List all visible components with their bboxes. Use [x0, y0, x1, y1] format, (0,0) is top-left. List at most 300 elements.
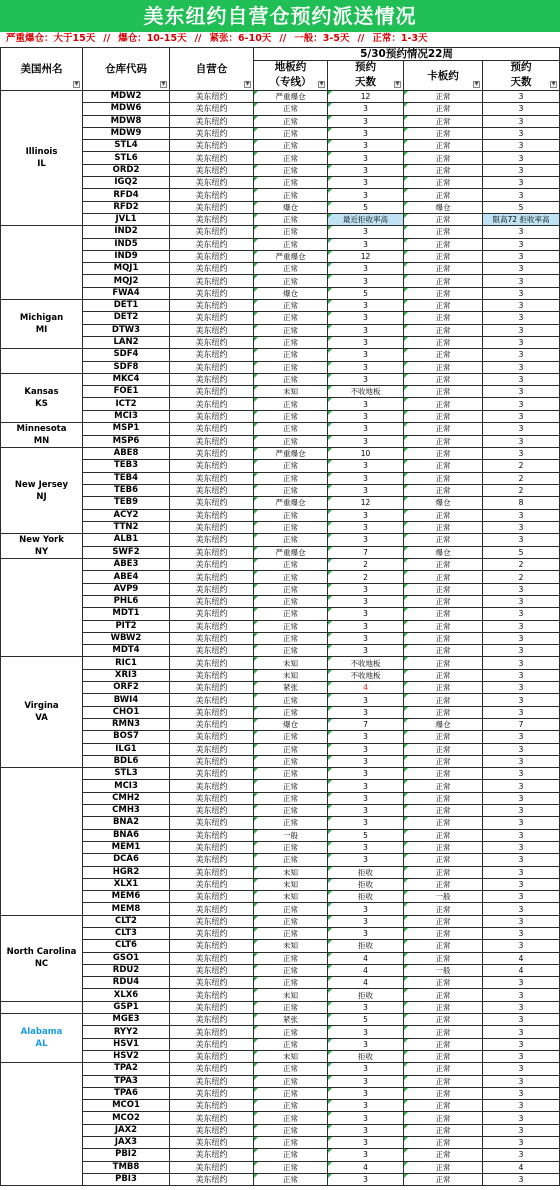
legend-item: // — [357, 33, 365, 44]
self-warehouse: 美东纽约 — [170, 460, 254, 472]
pallet-days: 3 — [483, 1149, 560, 1161]
table-row — [1, 657, 560, 669]
pallet-days: 3 — [483, 854, 560, 866]
pallet-status: 正常 — [404, 521, 483, 533]
warehouse-code: SDF4 — [83, 349, 170, 361]
floor-days: 3 — [328, 127, 404, 139]
pallet-days: 3 — [483, 583, 560, 595]
self-warehouse: 美东纽约 — [170, 718, 254, 730]
floor-days: 4 — [328, 1161, 404, 1173]
floor-status: 正常 — [254, 213, 328, 225]
pallet-days: 2 — [483, 571, 560, 583]
warehouse-code: FWA4 — [83, 287, 170, 299]
warehouse-code: MSP1 — [83, 423, 170, 436]
pallet-days: 3 — [483, 1001, 560, 1013]
pallet-days: 3 — [483, 682, 560, 694]
pallet-days: 3 — [483, 1112, 560, 1124]
pallet-status: 爆仓 — [404, 546, 483, 559]
floor-status: 紧张 — [254, 682, 328, 694]
header-floor-days-sub[interactable]: 天数 ▼ — [328, 75, 404, 91]
table-row — [1, 964, 560, 976]
floor-days: 3 — [328, 1100, 404, 1112]
pallet-status: 正常 — [404, 620, 483, 632]
floor-status: 正常 — [254, 768, 328, 780]
self-warehouse: 美东纽约 — [170, 669, 254, 681]
table-row — [1, 817, 560, 829]
self-warehouse: 美东纽约 — [170, 509, 254, 521]
warehouse-code: MDT1 — [83, 608, 170, 620]
floor-status: 正常 — [254, 1161, 328, 1173]
floor-status: 正常 — [254, 964, 328, 976]
pallet-days: 3 — [483, 620, 560, 632]
floor-status: 正常 — [254, 1124, 328, 1136]
self-warehouse: 美东纽约 — [170, 841, 254, 853]
floor-status: 正常 — [254, 361, 328, 373]
floor-status: 一般 — [254, 829, 328, 841]
floor-days: 3 — [328, 1124, 404, 1136]
state-cell — [1, 226, 83, 300]
table-row — [1, 115, 560, 127]
pallet-days: 3 — [483, 878, 560, 890]
warehouse-code: LAN2 — [83, 336, 170, 348]
floor-status: 正常 — [254, 238, 328, 250]
pallet-days: 3 — [483, 1026, 560, 1038]
floor-status: 正常 — [254, 300, 328, 312]
floor-days: 5 — [328, 201, 404, 213]
pallet-days: 3 — [483, 903, 560, 915]
filter-dropdown-icon: ▼ — [245, 81, 250, 87]
pallet-days: 3 — [483, 275, 560, 287]
pallet-days: 3 — [483, 669, 560, 681]
floor-status: 未知 — [254, 866, 328, 878]
warehouse-code: TPA3 — [83, 1075, 170, 1087]
warehouse-code: MDW2 — [83, 91, 170, 103]
floor-days: 3 — [328, 743, 404, 755]
pallet-status: 正常 — [404, 878, 483, 890]
pallet-status: 正常 — [404, 386, 483, 398]
state-name: Michigan — [19, 313, 64, 324]
floor-status: 正常 — [254, 780, 328, 792]
floor-status: 正常 — [254, 1137, 328, 1149]
floor-status: 正常 — [254, 731, 328, 743]
floor-status: 正常 — [254, 805, 328, 817]
pallet-days: 3 — [483, 509, 560, 521]
floor-status: 正常 — [254, 423, 328, 436]
floor-days: 3 — [328, 115, 404, 127]
floor-days: 3 — [328, 1038, 404, 1050]
self-warehouse: 美东纽约 — [170, 534, 254, 547]
pallet-status: 正常 — [404, 805, 483, 817]
state-abbr: AL — [35, 1039, 48, 1050]
table-row — [1, 460, 560, 472]
floor-days: 5 — [328, 829, 404, 841]
pallet-days: 3 — [483, 657, 560, 669]
floor-days: 不收地板 — [328, 669, 404, 681]
pallet-days: 3 — [483, 164, 560, 176]
self-warehouse: 美东纽约 — [170, 497, 254, 509]
self-warehouse: 美东纽约 — [170, 1014, 254, 1026]
floor-status: 正常 — [254, 410, 328, 422]
warehouse-code: ABE3 — [83, 559, 170, 571]
state-name: Alabama — [20, 1027, 63, 1038]
pallet-days: 3 — [483, 780, 560, 792]
filter-dropdown-icon: ▼ — [319, 81, 324, 87]
pallet-days: 3 — [483, 694, 560, 706]
pallet-status: 正常 — [404, 1087, 483, 1099]
warehouse-code: STL6 — [83, 152, 170, 164]
self-warehouse: 美东纽约 — [170, 238, 254, 250]
warehouse-code: MEM6 — [83, 891, 170, 903]
warehouse-code: JAX3 — [83, 1137, 170, 1149]
warehouse-code: MDW8 — [83, 115, 170, 127]
legend-item: 一般：3-5天 — [294, 33, 350, 44]
pallet-status: 正常 — [404, 657, 483, 669]
floor-days: 拒收 — [328, 989, 404, 1001]
table-row — [1, 645, 560, 657]
pallet-status: 正常 — [404, 448, 483, 460]
warehouse-code: RIC1 — [83, 657, 170, 669]
floor-status: 爆仓 — [254, 201, 328, 213]
table-row — [1, 324, 560, 336]
floor-status: 正常 — [254, 915, 328, 927]
self-warehouse: 美东纽约 — [170, 878, 254, 890]
warehouse-code: DTW3 — [83, 324, 170, 336]
self-warehouse: 美东纽约 — [170, 1026, 254, 1038]
self-warehouse: 美东纽约 — [170, 250, 254, 262]
floor-days: 3 — [328, 312, 404, 324]
floor-days: 3 — [328, 275, 404, 287]
floor-status: 正常 — [254, 571, 328, 583]
pallet-status: 一般 — [404, 891, 483, 903]
floor-status: 未知 — [254, 386, 328, 398]
floor-status: 正常 — [254, 1063, 328, 1075]
floor-status: 正常 — [254, 472, 328, 484]
self-warehouse: 美东纽约 — [170, 275, 254, 287]
legend-item: 严重爆仓：大于15天 — [6, 33, 96, 44]
table-row — [1, 312, 560, 324]
table-row — [1, 1161, 560, 1173]
warehouse-code: MEM1 — [83, 841, 170, 853]
pallet-status: 正常 — [404, 1149, 483, 1161]
header-state[interactable]: 美国州名 ▼ — [1, 48, 83, 91]
warehouse-code: BNA2 — [83, 817, 170, 829]
floor-status: 正常 — [254, 324, 328, 336]
pallet-days: 3 — [483, 1075, 560, 1087]
table-row — [1, 164, 560, 176]
state-abbr: NC — [34, 959, 49, 970]
floor-status: 严重爆仓 — [254, 250, 328, 262]
floor-days: 3 — [328, 263, 404, 275]
self-warehouse: 美东纽约 — [170, 928, 254, 940]
floor-status: 正常 — [254, 755, 328, 767]
table-row — [1, 1026, 560, 1038]
floor-days: 7 — [328, 718, 404, 730]
self-warehouse: 美东纽约 — [170, 213, 254, 225]
pallet-days: 3 — [483, 336, 560, 348]
table-row — [1, 336, 560, 348]
pallet-days: 3 — [483, 127, 560, 139]
table-row — [1, 361, 560, 373]
table-row — [1, 669, 560, 681]
self-warehouse: 美东纽约 — [170, 866, 254, 878]
state-cell — [1, 915, 83, 1001]
warehouse-code: XLX6 — [83, 989, 170, 1001]
table-row — [1, 201, 560, 213]
floor-days: 12 — [328, 91, 404, 103]
pallet-days: 3 — [483, 841, 560, 853]
table-row — [1, 952, 560, 964]
header-pallet[interactable]: 卡板约 ▼ — [404, 61, 483, 91]
floor-days: 3 — [328, 1087, 404, 1099]
pallet-days: 5 — [483, 546, 560, 559]
self-warehouse: 美东纽约 — [170, 854, 254, 866]
floor-status: 正常 — [254, 841, 328, 853]
floor-days: 4 — [328, 682, 404, 694]
warehouse-code: FOE1 — [83, 386, 170, 398]
pallet-days: 3 — [483, 706, 560, 718]
table-row — [1, 878, 560, 890]
self-warehouse: 美东纽约 — [170, 189, 254, 201]
floor-status: 正常 — [254, 645, 328, 657]
floor-days: 3 — [328, 164, 404, 176]
floor-status: 正常 — [254, 1100, 328, 1112]
floor-status: 正常 — [254, 1075, 328, 1087]
floor-status: 正常 — [254, 903, 328, 915]
warehouse-code: CLT6 — [83, 940, 170, 952]
self-warehouse: 美东纽约 — [170, 682, 254, 694]
table-row — [1, 435, 560, 448]
pallet-status: 正常 — [404, 423, 483, 436]
self-warehouse: 美东纽约 — [170, 731, 254, 743]
self-warehouse: 美东纽约 — [170, 164, 254, 176]
table-row — [1, 829, 560, 841]
table-row — [1, 706, 560, 718]
floor-status: 正常 — [254, 189, 328, 201]
pallet-days: 3 — [483, 1014, 560, 1026]
warehouse-code: STL4 — [83, 140, 170, 152]
floor-days: 3 — [328, 620, 404, 632]
table-row — [1, 250, 560, 262]
pallet-status: 正常 — [404, 275, 483, 287]
floor-status: 正常 — [254, 608, 328, 620]
floor-days: 3 — [328, 1063, 404, 1075]
table-row — [1, 682, 560, 694]
self-warehouse: 美东纽约 — [170, 620, 254, 632]
state-abbr: NY — [34, 547, 49, 558]
state-name: Kansas — [24, 386, 59, 397]
floor-days: 不收地板 — [328, 386, 404, 398]
table-row — [1, 521, 560, 533]
floor-status: 正常 — [254, 435, 328, 448]
floor-days: 拒收 — [328, 940, 404, 952]
self-warehouse: 美东纽约 — [170, 1001, 254, 1013]
floor-status: 正常 — [254, 336, 328, 348]
pallet-days: 3 — [483, 608, 560, 620]
floor-days: 3 — [328, 460, 404, 472]
floor-days: 拒收 — [328, 866, 404, 878]
pallet-status: 正常 — [404, 977, 483, 989]
table-row — [1, 743, 560, 755]
pallet-days: 3 — [483, 817, 560, 829]
floor-status: 正常 — [254, 595, 328, 607]
floor-status: 正常 — [254, 226, 328, 238]
self-warehouse: 美东纽约 — [170, 805, 254, 817]
legend-item: // — [103, 33, 111, 44]
floor-status: 未知 — [254, 669, 328, 681]
state-abbr: MN — [33, 436, 50, 447]
floor-status: 正常 — [254, 103, 328, 115]
state-abbr: VA — [35, 713, 48, 724]
floor-status: 严重爆仓 — [254, 497, 328, 509]
pallet-days: 3 — [483, 115, 560, 127]
table-row — [1, 1137, 560, 1149]
self-warehouse: 美东纽约 — [170, 373, 254, 385]
header-self-warehouse[interactable]: 自营仓 ▼ — [170, 48, 254, 91]
table-row — [1, 103, 560, 115]
pallet-status: 正常 — [404, 1026, 483, 1038]
self-warehouse: 美东纽约 — [170, 1075, 254, 1087]
self-warehouse: 美东纽约 — [170, 140, 254, 152]
pallet-status: 正常 — [404, 645, 483, 657]
warehouse-code: PIT2 — [83, 620, 170, 632]
warehouse-code: CMH2 — [83, 792, 170, 804]
pallet-days: 3 — [483, 768, 560, 780]
pallet-days: 3 — [483, 386, 560, 398]
self-warehouse: 美东纽约 — [170, 595, 254, 607]
state-cell — [1, 534, 83, 559]
table-row — [1, 1100, 560, 1112]
pallet-status: 正常 — [404, 115, 483, 127]
legend-item: // — [279, 33, 287, 44]
self-warehouse: 美东纽约 — [170, 398, 254, 410]
pallet-days: 2 — [483, 559, 560, 571]
self-warehouse: 美东纽约 — [170, 1050, 254, 1062]
pallet-days: 3 — [483, 324, 560, 336]
pallet-days: 3 — [483, 91, 560, 103]
pallet-status: 正常 — [404, 595, 483, 607]
pallet-days: 3 — [483, 263, 560, 275]
floor-status: 未知 — [254, 1050, 328, 1062]
pallet-status: 正常 — [404, 410, 483, 422]
self-warehouse: 美东纽约 — [170, 1137, 254, 1149]
header-floor: 地板约 — [254, 61, 328, 75]
warehouse-code: RYY2 — [83, 1026, 170, 1038]
self-warehouse: 美东纽约 — [170, 312, 254, 324]
floor-status: 正常 — [254, 115, 328, 127]
pallet-days: 4 — [483, 964, 560, 976]
pallet-status: 正常 — [404, 460, 483, 472]
pallet-status: 正常 — [404, 398, 483, 410]
state-name: New Jersey — [14, 479, 69, 490]
self-warehouse: 美东纽约 — [170, 410, 254, 422]
table-row — [1, 1075, 560, 1087]
floor-days: 3 — [328, 694, 404, 706]
floor-status: 严重爆仓 — [254, 91, 328, 103]
floor-status: 正常 — [254, 509, 328, 521]
header-code[interactable]: 仓库代码 ▼ — [83, 48, 170, 91]
floor-days: 2 — [328, 559, 404, 571]
table-row — [1, 263, 560, 275]
pallet-days: 8 — [483, 497, 560, 509]
table-row — [1, 373, 560, 385]
pallet-status: 正常 — [404, 559, 483, 571]
pallet-status: 正常 — [404, 534, 483, 547]
warehouse-code: GSO1 — [83, 952, 170, 964]
floor-status: 正常 — [254, 263, 328, 275]
pallet-status: 正常 — [404, 361, 483, 373]
floor-days: 3 — [328, 1026, 404, 1038]
floor-days: 3 — [328, 484, 404, 496]
table-row — [1, 213, 560, 225]
floor-days: 2 — [328, 571, 404, 583]
pallet-status: 正常 — [404, 706, 483, 718]
self-warehouse: 美东纽约 — [170, 1038, 254, 1050]
self-warehouse: 美东纽约 — [170, 177, 254, 189]
warehouse-code: ALB1 — [83, 534, 170, 547]
self-warehouse: 美东纽约 — [170, 423, 254, 436]
floor-days: 10 — [328, 448, 404, 460]
pallet-status: 正常 — [404, 1112, 483, 1124]
pallet-status: 爆仓 — [404, 718, 483, 730]
warehouse-code: RMN3 — [83, 718, 170, 730]
floor-status: 正常 — [254, 1149, 328, 1161]
table-row — [1, 620, 560, 632]
self-warehouse: 美东纽约 — [170, 521, 254, 533]
self-warehouse: 美东纽约 — [170, 792, 254, 804]
state-cell — [1, 1014, 83, 1063]
pallet-days: 3 — [483, 398, 560, 410]
self-warehouse: 美东纽约 — [170, 386, 254, 398]
floor-days: 3 — [328, 805, 404, 817]
table-row — [1, 595, 560, 607]
warehouse-code: DET1 — [83, 300, 170, 312]
pallet-days: 3 — [483, 731, 560, 743]
header-pallet-days-sub[interactable]: 天数 ▼ — [483, 75, 560, 91]
pallet-status: 正常 — [404, 1161, 483, 1173]
floor-status: 正常 — [254, 312, 328, 324]
floor-days: 最近拒收率高 — [328, 213, 404, 225]
state-name: Minnesota — [16, 424, 67, 435]
self-warehouse: 美东纽约 — [170, 1112, 254, 1124]
floor-status: 正常 — [254, 484, 328, 496]
self-warehouse: 美东纽约 — [170, 559, 254, 571]
pallet-days: 3 — [483, 989, 560, 1001]
legend-item: 紧张：6-10天 — [209, 33, 272, 44]
pallet-status: 正常 — [404, 435, 483, 448]
pallet-status: 正常 — [404, 287, 483, 299]
pallet-days: 3 — [483, 140, 560, 152]
pallet-days: 3 — [483, 977, 560, 989]
state-cell — [1, 448, 83, 534]
table-row — [1, 731, 560, 743]
table-row — [1, 571, 560, 583]
warehouse-code: MEM8 — [83, 903, 170, 915]
pallet-days: 2 — [483, 472, 560, 484]
table-row — [1, 928, 560, 940]
pallet-days: 3 — [483, 349, 560, 361]
table-row — [1, 841, 560, 853]
floor-days: 拒收 — [328, 878, 404, 890]
state-name: Virgina — [24, 701, 59, 712]
pallet-status: 正常 — [404, 669, 483, 681]
warehouse-code: ORD2 — [83, 164, 170, 176]
pallet-status: 正常 — [404, 694, 483, 706]
floor-days: 3 — [328, 373, 404, 385]
self-warehouse: 美东纽约 — [170, 1100, 254, 1112]
pallet-status: 爆仓 — [404, 201, 483, 213]
header-floor-sub[interactable]: （专线） ▼ — [254, 75, 328, 91]
floor-days: 3 — [328, 583, 404, 595]
